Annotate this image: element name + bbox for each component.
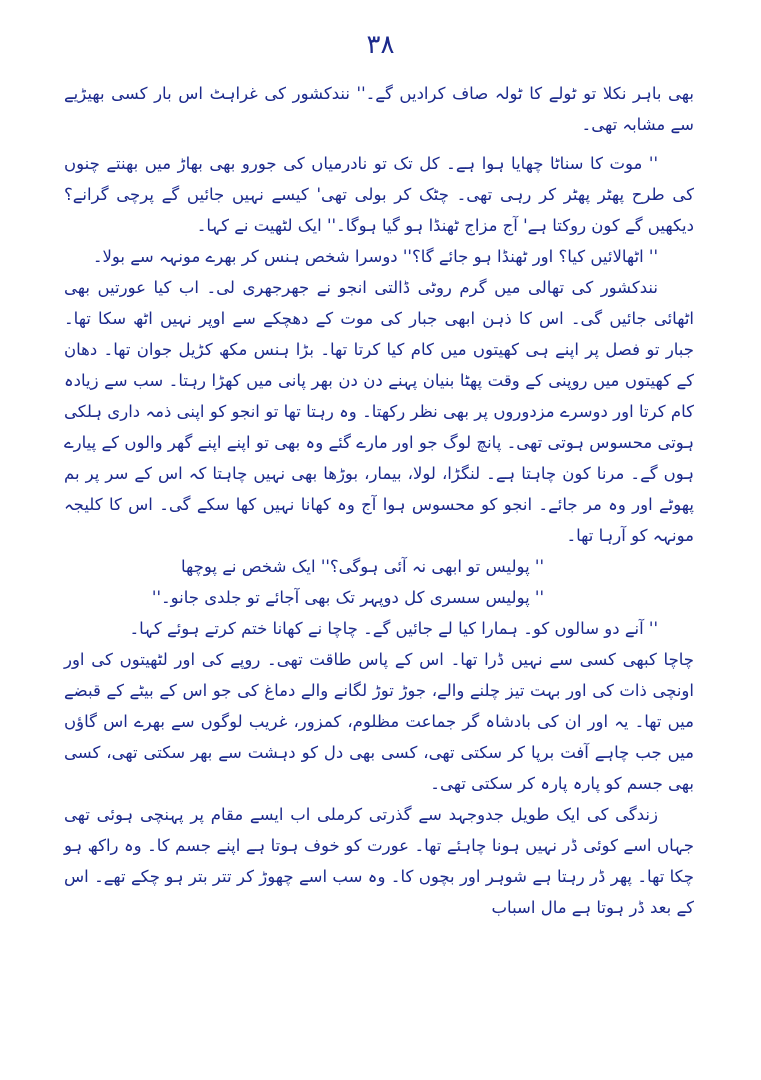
dialogue-line-1: '' پولیس تو ابھی نہ آئی ہوگی؟'' ایک شخص نے پوچھا bbox=[181, 557, 544, 576]
dialogue-line-2: '' پولیس سسری کل دوپہر تک بھی آجائے تو جلدی جانو۔'' bbox=[151, 588, 544, 607]
paragraph-1: بھی باہر نکلا تو ٹولے کا ٹولہ صاف کرادیں گے۔'' نندکشور کی غراہٹ اس بار کسی بھیڑیے سے مشابہ تھی۔ bbox=[64, 84, 694, 134]
page-number: ۳۸ bbox=[366, 30, 395, 60]
paragraph-3: '' اٹھالائیں کیا؟ اور ٹھنڈا ہو جائے گا؟'' دوسرا شخص ہنس کر بھرے مونہہ سے بولا۔ bbox=[92, 247, 658, 266]
paragraph-6: چاچا کبھی کسی سے نہیں ڈرا تھا۔ اس کے پاس طاقت تھی۔ روپے کی اور لٹھیتوں کی اور اونچی ذات کی اور بہت تیز چلنے والے، جوڑ توڑ لگانے والے دماغ کی جو اس کے بیٹے کے قبضے میں تھا۔ یہ اور ان کی بادشاہ گر جماعت مظلوم، کمزور، غریب لوگوں سے بھرے اس گاؤں میں جب چاہے آفت برپا کر سکتی تھی، کسی بھی دل کو دہشت سے بھر سکتی تھی، کسی بھی جسم کو پارہ پارہ کر سکتی تھی۔ bbox=[64, 650, 694, 793]
paragraph-7: زندگی کی ایک طویل جدوجہد سے گذرتی کرملی اب ایسے مقام پر پہنچی ہوئی تھی جہاں اسے کوئی ڈر نہیں ہونا چاہئے تھا۔ عورت کو خوف ہوتا ہے اپنے جسم کا۔ وہ راکھ ہو چکا تھا۔ پھر ڈر رہتا ہے شوہر اور بچوں کا۔ وہ سب اسے چھوڑ کر تتر بتر ہو چکے تھے۔ اس کے بعد ڈر ہوتا ہے مال اسباب bbox=[64, 805, 694, 917]
paragraph-4: نندکشور کی تھالی میں گرم روٹی ڈالتی انجو نے جھرجھری لی۔ اب کیا عورتیں بھی اٹھائی جائیں گی۔ اس کا ذہن ابھی جبار کی موت کے دھچکے سے اوپر نہیں اٹھ سکا تھا۔ جبار تو فصل پر اپنے ہی کھیتوں میں کام کیا کرتا تھا۔ بڑا ہنس مکھ کڑیل جوان تھا۔ دھان کے کھیتوں میں روپنی کے وقت پھٹا بنیان پہنے دن دن بھر پانی میں کھڑا رہتا۔ سب سے زیادہ کام کرتا اور دوسرے مزدوروں پر بھی نظر رکھتا۔ وہ رہتا تھا تو انجو کو اپنی ذمہ داری ہلکی ہوتی محسوس ہوتی تھی۔ پانچ لوگ جو اور مارے گئے وہ بھی تو اپنے اپنے گھر والوں کے پیارے ہوں گے۔ مرنا کون چاہتا ہے۔ لنگڑا، لولا، بیمار، بوڑھا بھی نہیں چاہتا کہ اس کے سر پر بم پھوٹے اور وہ مر جائے۔ انجو کو محسوس ہوا آج وہ کھانا نہیں کھا سکے گی۔ اس کا کلیجہ مونہہ کو آرہا تھا۔ bbox=[64, 278, 694, 545]
paragraph-2: '' موت کا سناٹا چھایا ہوا ہے۔ کل تک تو نادرمیاں کی جورو بھی بھاڑ میں بھنتے چنوں کی طرح پھٹر پھٹر کر رہی تھی۔ چٹک کر بولی تھی' کیسے نہیں جائیں گے پرچی گرانے؟ دیکھیں گے کون روکتا ہے' آج مزاج ٹھنڈا ہو گیا ہوگا۔'' ایک لٹھیت نے کہا۔ bbox=[64, 154, 694, 235]
body-text bbox=[64, 78, 694, 923]
paragraph-5: '' آنے دو سالوں کو۔ ہمارا کیا لے جائیں گے۔ چاچا نے کھانا ختم کرتے ہوئے کہا۔ bbox=[129, 619, 658, 638]
